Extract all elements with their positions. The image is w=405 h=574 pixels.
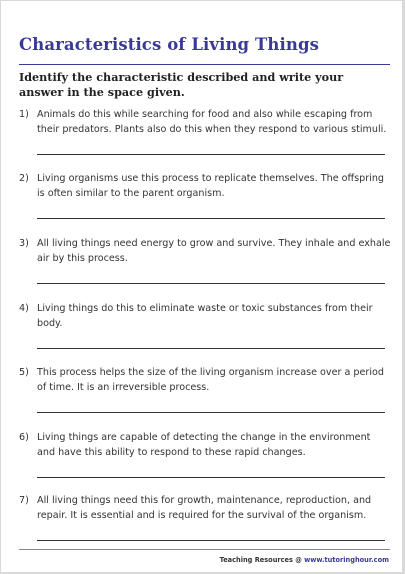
footer-credit [220, 556, 389, 564]
question-text: Living things are capable of detecting the change in the environment and have this ability to respond to these rapid changes. [37, 432, 371, 458]
question-number: 5) [19, 367, 29, 378]
question-1 [19, 107, 391, 167]
answer-line[interactable] [37, 348, 385, 349]
answer-line[interactable] [37, 283, 385, 284]
question-text: Living organisms use this process to replicate themselves. The offspring is often similar to the parent organism. [37, 173, 385, 199]
answer-line[interactable] [37, 154, 385, 155]
answer-line[interactable] [37, 412, 385, 413]
question-text: All living things need energy to grow and survive. They inhale and exhale air by this process. [37, 238, 391, 264]
title-divider [19, 64, 390, 65]
question-number: 4) [19, 303, 29, 314]
question-5 [19, 365, 391, 425]
footer-label: Teaching Resources @ [219, 556, 305, 564]
question-number: 7) [19, 495, 29, 506]
answer-line[interactable] [37, 540, 385, 541]
question-number: 6) [19, 432, 29, 443]
question-text: Animals do this while searching for food and also while escaping from their predators. Plants also do this when they respond to various stimuli. [37, 109, 387, 135]
question-number: 3) [19, 238, 29, 249]
question-7 [19, 493, 391, 553]
answer-line[interactable] [37, 218, 385, 219]
question-text: This process helps the size of the living organism increase over a period of time. It is an irreversible process. [37, 367, 384, 393]
footer-site-link[interactable]: www.tutoringhour.com [304, 556, 389, 564]
worksheet-page [1, 1, 402, 572]
question-6 [19, 430, 391, 490]
worksheet-title: Characteristics of Living Things [19, 35, 320, 54]
question-text: Living things do this to eliminate waste or toxic substances from their body. [37, 303, 373, 329]
instruction-text: Identify the characteristic described and write your answer in the space given. [19, 70, 344, 99]
question-number: 2) [19, 173, 29, 184]
question-text: All living things need this for growth, maintenance, reproduction, and repair. It is essential and is required for the survival of the organism. [37, 495, 372, 521]
question-number: 1) [19, 109, 29, 120]
question-2 [19, 171, 391, 231]
answer-line[interactable] [37, 477, 385, 478]
question-3 [19, 236, 391, 296]
footer-divider [19, 549, 390, 550]
question-4 [19, 301, 391, 361]
